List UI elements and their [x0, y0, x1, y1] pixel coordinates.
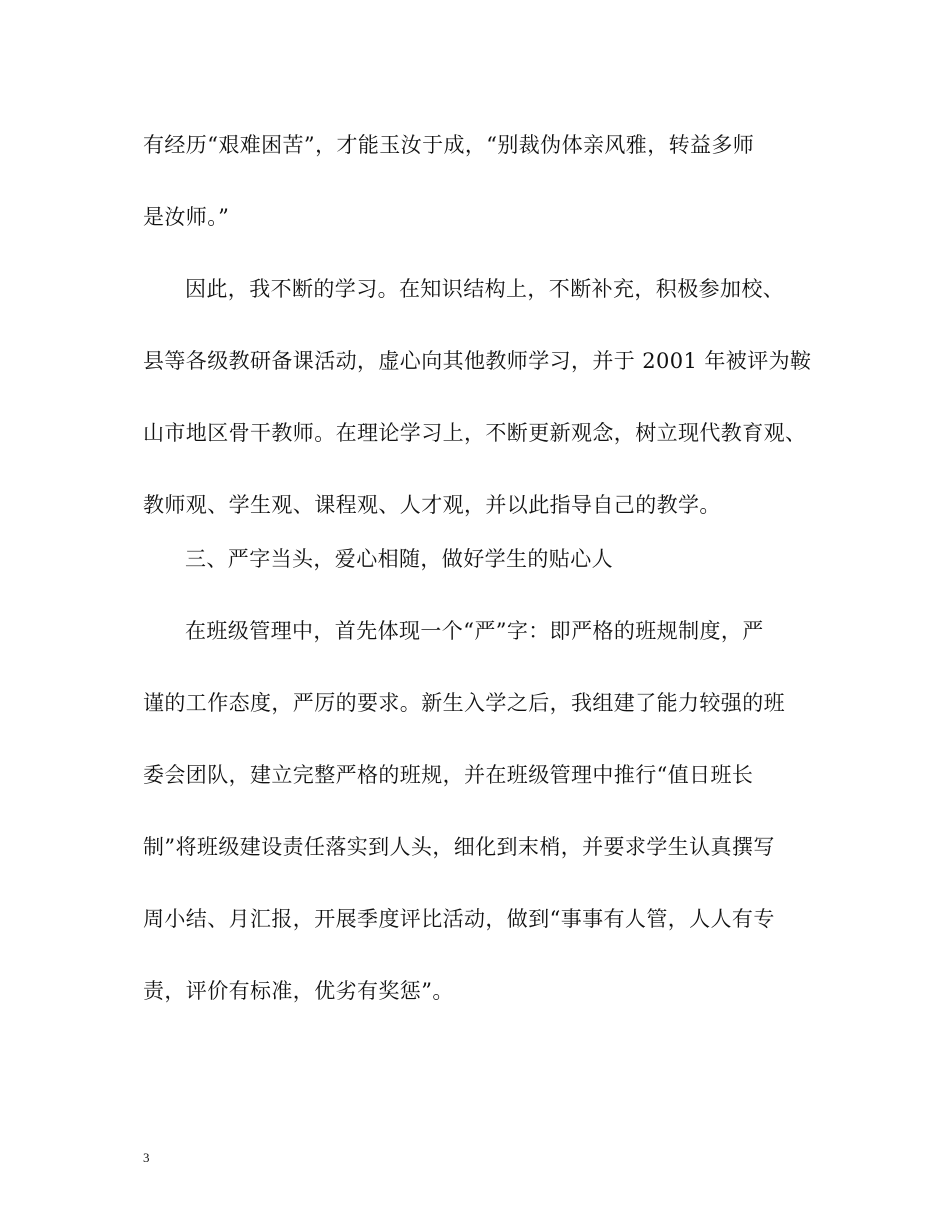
paragraph-line: 山市地区骨干教师。在理论学习上，不断更新观念，树立现代教育观、	[143, 421, 807, 445]
paragraph-line: 有经历“艰难困苦”，才能玉汝于成，“别裁伪体亲风雅，转益多师	[143, 133, 755, 157]
paragraph-line: 因此，我不断的学习。在知识结构上，不断补充，积极参加校、	[185, 277, 785, 301]
paragraph-line: 教师观、学生观、课程观、人才观，并以此指导自己的教学。	[143, 493, 721, 517]
paragraph-line: 是汝师。”	[143, 205, 230, 229]
paragraph-line: 在班级管理中，首先体现一个“严”字：即严格的班规制度，严	[185, 619, 764, 643]
page-number: 3	[143, 1150, 150, 1165]
paragraph-line: 周小结、月汇报，开展季度评比活动，做到“事事有人管，人人有专	[143, 907, 775, 931]
paragraph-line: 县等各级教研备课活动，虚心向其他教师学习，并于 2001 年被评为鞍	[143, 349, 812, 373]
paragraph-line: 谨的工作态度，严厉的要求。新生入学之后，我组建了能力较强的班	[143, 691, 785, 715]
paragraph-line: 责，评价有标准，优劣有奖惩”。	[143, 979, 454, 1003]
section-heading: 三、严字当头，爱心相随，做好学生的贴心人	[185, 547, 613, 571]
paragraph-line: 委会团队，建立完整严格的班规，并在班级管理中推行“值日班长	[143, 763, 754, 787]
paragraph-line: 制”将班级建设责任落实到人头，细化到末梢，并要求学生认真撰写	[143, 835, 775, 859]
